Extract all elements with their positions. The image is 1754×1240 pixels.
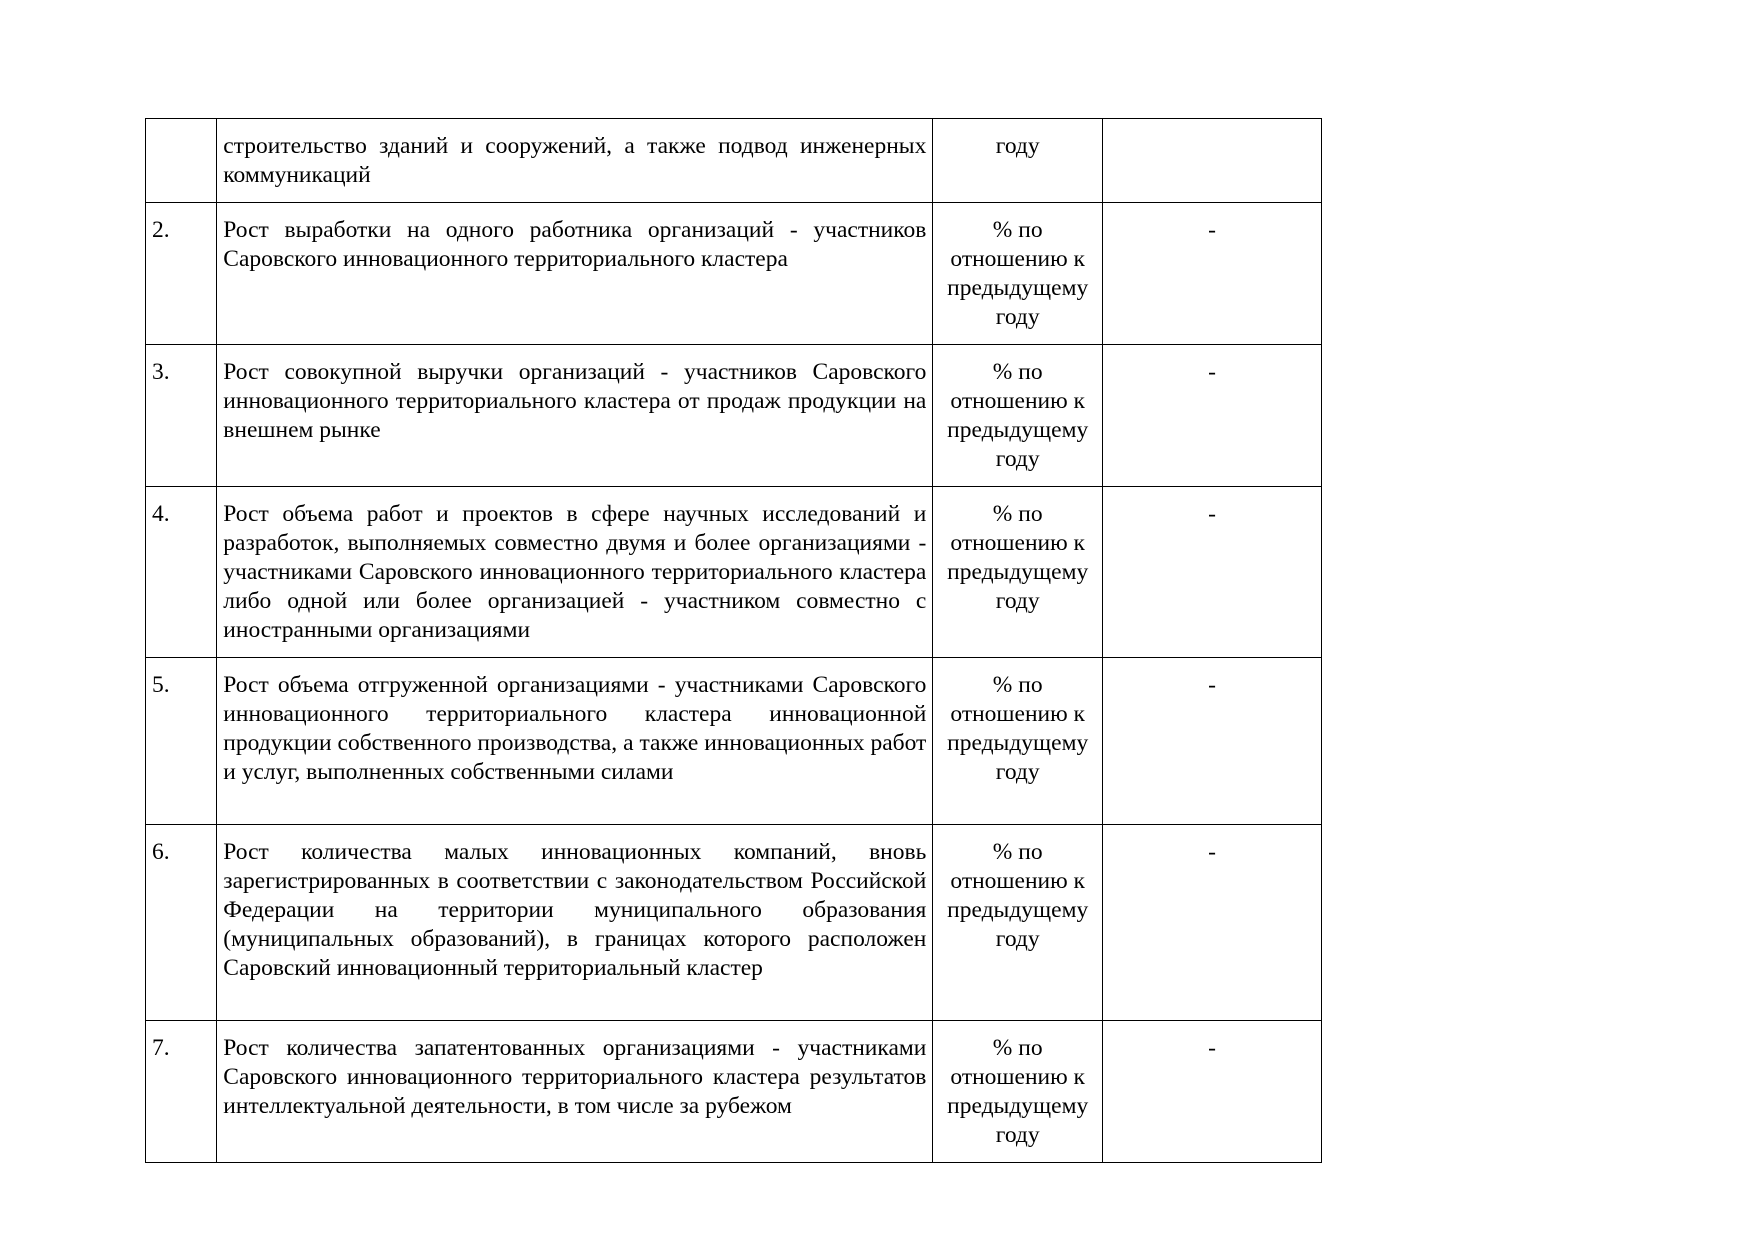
row-number: 2. [146, 203, 217, 345]
unit-of-measure: % по отношению к предыдущему году [933, 1021, 1103, 1163]
row-number: 7. [146, 1021, 217, 1163]
indicator-value: - [1103, 658, 1322, 825]
indicator-value: - [1103, 345, 1322, 487]
table-row [146, 203, 1322, 345]
table-row [146, 658, 1322, 825]
indicator-name: Рост количества запатентованных организациями - участниками Саровского инновационного территориального кластера результатов интеллектуальной деятельности, в том числе за рубежом [217, 1021, 933, 1163]
table-row [146, 487, 1322, 658]
unit-of-measure: % по отношению к предыдущему году [933, 487, 1103, 658]
table-row [146, 825, 1322, 1021]
indicator-name: Рост совокупной выручки организаций - участников Саровского инновационного территориального кластера от продаж продукции на внешнем рынке [217, 345, 933, 487]
row-number: 5. [146, 658, 217, 825]
row-number: 4. [146, 487, 217, 658]
table-row [146, 119, 1322, 203]
unit-of-measure: году [933, 119, 1103, 203]
unit-of-measure: % по отношению к предыдущему году [933, 825, 1103, 1021]
unit-of-measure: % по отношению к предыдущему году [933, 345, 1103, 487]
indicator-value [1103, 119, 1322, 203]
indicator-name: Рост объема работ и проектов в сфере научных исследований и разработок, выполняемых совместно двумя и более организациями - участниками Саровского инновационного территориального кластера либо одной или более организацией - участником совместно с иностранными организациями [217, 487, 933, 658]
indicator-value: - [1103, 487, 1322, 658]
indicator-name: Рост объема отгруженной организациями - участниками Саровского инновационного территориального кластера инновационной продукции собственного производства, а также инновационных работ и услуг, выполненных собственными силами [217, 658, 933, 825]
indicator-name: Рост выработки на одного работника организаций - участников Саровского инновационного территориального кластера [217, 203, 933, 345]
row-number: 3. [146, 345, 217, 487]
table-row [146, 1021, 1322, 1163]
row-number: 6. [146, 825, 217, 1021]
indicators-table [145, 118, 1322, 1163]
table-row [146, 345, 1322, 487]
indicator-value: - [1103, 203, 1322, 345]
unit-of-measure: % по отношению к предыдущему году [933, 658, 1103, 825]
unit-of-measure: % по отношению к предыдущему году [933, 203, 1103, 345]
row-number [146, 119, 217, 203]
indicator-name: Рост количества малых инновационных компаний, вновь зарегистрированных в соответствии с законодательством Российской Федерации на территории муниципального образования (муниципальных образований), в границах которого расположен Саровский инновационный территориальный кластер [217, 825, 933, 1021]
indicator-name: строительство зданий и сооружений, а также подвод инженерных коммуникаций [217, 119, 933, 203]
indicator-value: - [1103, 825, 1322, 1021]
indicator-value: - [1103, 1021, 1322, 1163]
